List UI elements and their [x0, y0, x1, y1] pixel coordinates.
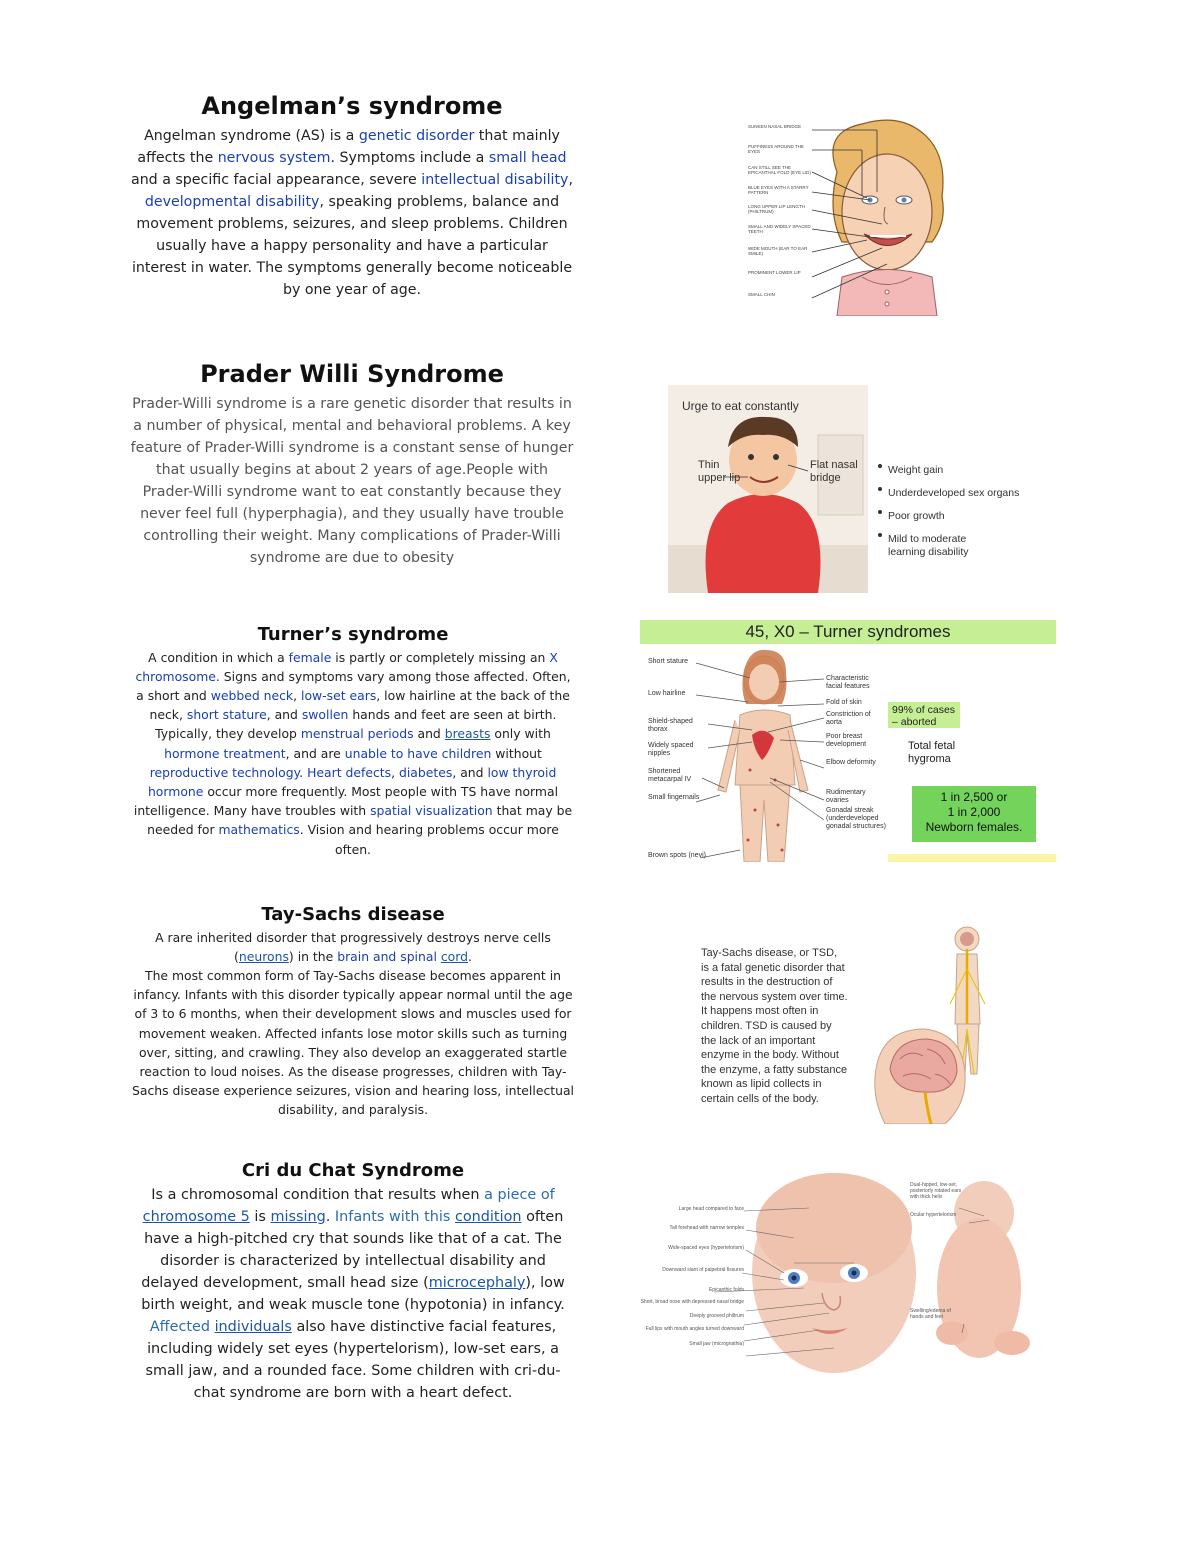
link-mathematics[interactable]: mathematics	[218, 822, 300, 838]
prader-figure	[668, 385, 1026, 593]
tay-title: Tay-Sachs disease	[261, 904, 445, 925]
prader-fig-bullets: Weight gain Underdeveloped sex organs Poor growth Mild to moderate learning disability	[888, 464, 1020, 558]
tay-body: A rare inherited disorder that progressively destroys nerve cells (neurons) in the brain and spinal cord.	[155, 929, 551, 964]
link-individuals[interactable]: individuals	[214, 1318, 292, 1335]
turner-section	[132, 624, 574, 859]
tay-section	[132, 904, 574, 1120]
link-a-piece-of[interactable]: a piece of	[484, 1186, 555, 1203]
link-breasts[interactable]: breasts	[444, 726, 491, 742]
turner-title: Turner’s syndrome	[257, 624, 449, 645]
link-swollen[interactable]: swollen	[301, 707, 349, 723]
link-webbed-neck[interactable]: webbed neck	[210, 688, 294, 703]
turner-fig-stat-aborted: 99% of cases – aborted	[892, 704, 956, 728]
cri-section	[132, 1160, 574, 1404]
link-female[interactable]: female	[288, 649, 332, 665]
turner-body: A condition in which a female is partly or completely missing an X chromosome. Signs and symptoms vary among those affected. Often, a short and webbed neck, low-set ears, low hairline at the back of the neck, short stature, and swollen hands and feet are seen at birth. Typically, they develop menstrual periods and breasts only with hormone treatment, and are unable to have children without reproductive technology. Heart defects, diabetes, and low thyroid hormone occur more frequently. Most people with TS have normal intelligence. Many have troubles with spatial visualization that may be needed for mathematics. Vision and hearing problems occur more often.	[133, 649, 573, 857]
link-chromosome-5[interactable]: chromosome 5	[142, 1208, 250, 1225]
cri-figure	[634, 1168, 1034, 1380]
link-low-thyroid-hormone[interactable]: low thyroid hormone	[147, 764, 557, 800]
link-missing[interactable]: missing	[270, 1208, 326, 1225]
turner-fig-banner: 45, X0 – Turner syndromes	[745, 622, 951, 641]
prader-title: Prader Willi Syndrome	[200, 360, 504, 388]
link-microcephaly[interactable]: microcephaly	[428, 1274, 526, 1291]
tay-body-2: The most common form of Tay-Sachs disease becomes apparent in infancy. Infants with this disorder typically appear normal until the age of 3 to 6 months, when their development slows and muscles used for movement weaken. Affected infants lose motor skills such as turning over, sitting, and crawling. They also develop an exaggerated startle reaction to loud noises. As the disease progresses, children with Tay-Sachs disease experience seizures, vision and hearing loss, intellectual disability, and paralysis.	[132, 968, 574, 1118]
cri-fig-left-labels: Large head compared to face Tall forehead with narrow temples Wide-spaced eyes (hypertelorism) Downward slant of palpebral fissures Epicanthic folds Short, broad nose with depressed nasal bridge Deeply grooved philtrum Full lips with mouth angles turned downward Small jaw (micrognathia)	[640, 1206, 744, 1347]
link-diabetes[interactable]: diabetes	[398, 764, 453, 780]
angelman-body: Angelman syndrome (AS) is a genetic disorder that mainly affects the nervous system. Symptoms include a small head and a specific facial appearance, severe intellectual disability, developmental disability, speaking problems, balance and movement problems, seizures, and sleep problems. Children usually have a happy personality and have a particular interest in water. The symptoms generally become noticeable by one year of age.	[131, 127, 573, 298]
turner-fig-stat-hygroma: Total fetal hygroma	[908, 740, 956, 765]
link-unable-to-have-children[interactable]: unable to have children	[344, 745, 492, 761]
turner-fig-left-labels: Short stature Low hairline Shield-shaped thorax Widely spaced nipples Shortened metacarpal IV Small fingernails Brown spots (nevi)	[648, 658, 706, 859]
prader-body: Prader-Willi syndrome is a rare genetic disorder that results in a number of physical, mental and behavioral problems. A key feature of Prader-Willi syndrome is a constant sense of hunger that usually begins at about 2 years of age.People with Prader-Willi syndrome want to eat constantly because they never feel full (hyperphagia), and they usually have trouble controlling their weight. Many complications of Prader-Willi syndrome are due to obesity	[130, 395, 574, 566]
link-affected[interactable]: Affected	[149, 1318, 210, 1335]
link-nervous-system[interactable]: nervous system	[217, 149, 331, 166]
turner-fig-stat-newborn: 1 in 2,500 or 1 in 2,000 Newborn females.	[925, 790, 1023, 834]
cri-body: Is a chromosomal condition that results when a piece of chromosome 5 is missing. Infants with this condition often have a high-pitched cry that sounds like that of a cat. The disorder is characterized by intellectual disability and delayed development, small head size (microcephaly), low birth weight, and weak muscle tone (hypotonia) in infancy. Affected individuals also have distinctive facial features, including widely set eyes (hypertelorism), low-set ears, a small jaw, and a rounded face. Some children with cri-du-chat syndrome are born with a heart defect.	[141, 1186, 565, 1401]
prader-fig-heading: Urge to eat constantly	[682, 399, 799, 413]
turner-fig-right-labels: Characteristic facial features Fold of skin Constriction of aorta Poor breast development Elbow deformity Rudimentary ovaries Gonadal streak (underdeveloped gonadal structures)	[826, 675, 886, 830]
link-neurons[interactable]: neurons	[238, 948, 289, 964]
link-short-stature[interactable]: short stature	[186, 707, 267, 723]
angelman-figure	[742, 112, 950, 316]
angelman-figure-labels: SUNKEN NASAL BRIDGE PUFFINESS AROUND THE EYES CAN STILL SEE THE EPICANTHAL FOLD (EYE LID) BLUE EYES WITH A STARRY PATTERN LONG UPPER LIP LENGTH (PHILTRUM) SMALL AND WIDELY SPACED TEETH WIDE MOUTH (EAR TO EAR SMILE) PROMINENT LOWER LIP SMALL CHIN	[748, 124, 811, 297]
prader-fig-mid: Flat nasal bridge	[810, 459, 858, 484]
tay-figure	[695, 924, 995, 1124]
prader-fig-left: Thin upper lip	[698, 459, 741, 484]
link-cord[interactable]: cord	[440, 948, 468, 964]
link-small-head[interactable]: small head	[488, 149, 567, 166]
prader-section	[130, 360, 574, 569]
link-heart-defects[interactable]: Heart defects	[307, 764, 392, 780]
cri-fig-right-labels: Dual-hipped, low-set, posteriorly rotated ears with thick helix Ocular hypertelorism Swelling/edema of hands and feet	[910, 1182, 962, 1320]
link-infants-with-this[interactable]: Infants with this	[334, 1208, 451, 1225]
link-spatial-visualization[interactable]: spatial visualization	[370, 803, 493, 819]
link-low-set-ears[interactable]: low-set ears	[301, 688, 377, 703]
link-intellectual-disability[interactable]: intellectual disability	[421, 171, 569, 188]
link-x-chromosome[interactable]: X chromosome	[135, 649, 558, 684]
link-developmental-disability[interactable]: developmental disability	[144, 193, 320, 210]
turner-figure	[640, 620, 1056, 862]
link-genetic-disorder[interactable]: genetic disorder	[358, 127, 475, 144]
angelman-section	[130, 92, 574, 301]
angelman-title: Angelman’s syndrome	[201, 92, 503, 120]
link-reproductive-technology[interactable]: reproductive technology	[149, 764, 300, 780]
cri-title: Cri du Chat Syndrome	[241, 1160, 465, 1181]
link-brain-and-spinal[interactable]: brain and spinal	[337, 948, 437, 964]
tay-fig-text: Tay-Sachs disease, or TSD, is a fatal genetic disorder that results in the destruction of the nervous system over time. It happens most often in children. TSD is caused by the lack of an important enzyme in the body. Without the enzyme, a fatty substance known as lipid collects in certain cells of the body.	[701, 947, 848, 1105]
link-menstrual-periods[interactable]: menstrual periods	[300, 726, 414, 742]
link-hormone-treatment[interactable]: hormone treatment	[164, 745, 286, 761]
link-condition[interactable]: condition	[454, 1208, 522, 1225]
